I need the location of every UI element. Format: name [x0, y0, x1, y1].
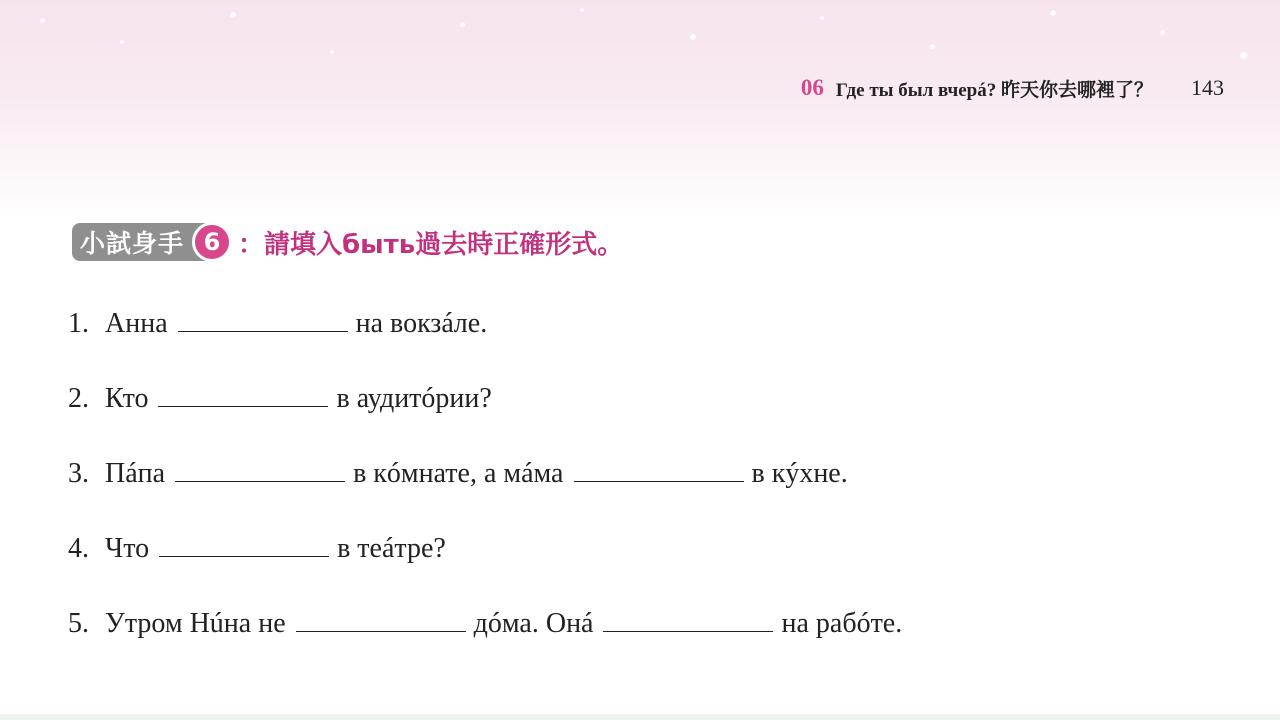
item-number: 3. [68, 458, 89, 489]
answer-blank [175, 453, 345, 482]
chapter-number: 06 [800, 75, 824, 100]
item-text-middle: в кóмнате, а мáма [353, 458, 564, 489]
item-number: 1. [68, 308, 89, 339]
exercise-item [68, 375, 902, 450]
item-number: 2. [68, 383, 89, 414]
sparkle-decoration [690, 34, 696, 40]
sparkle-decoration [330, 50, 334, 54]
chapter-title: Где ты был вчерá? 昨天你去哪裡了？ [835, 79, 1153, 101]
item-number: 5. [68, 608, 89, 639]
exercise-number-badge: 6 [192, 222, 232, 262]
sparkle-decoration [1240, 52, 1247, 59]
sparkle-decoration [1160, 30, 1165, 35]
item-text-before: Анна [105, 308, 168, 339]
decorative-header-band [0, 0, 1280, 220]
exercise-heading [72, 222, 623, 262]
item-text-after: на рабóте. [781, 608, 903, 639]
exercise-instruction: ：請填入быть過去時正確形式。 [238, 229, 624, 260]
answer-blank [159, 528, 329, 557]
exercise-list [68, 300, 902, 675]
running-header [700, 72, 1230, 104]
item-text-before: Что [105, 533, 150, 564]
sparkle-decoration [230, 12, 236, 18]
footer-band [0, 714, 1280, 720]
exercise-tag-label: 小試身手 [80, 229, 185, 258]
item-text-middle: дóма. Онá [473, 608, 594, 639]
answer-blank [158, 378, 328, 407]
sparkle-decoration [580, 8, 584, 12]
sparkle-decoration [120, 40, 124, 44]
exercise-item [68, 450, 902, 525]
item-text-before: Кто [105, 383, 149, 414]
sparkle-decoration [40, 18, 45, 23]
sparkle-decoration [820, 16, 824, 20]
item-text-after: на вокзáле. [355, 308, 488, 339]
answer-blank [178, 303, 348, 332]
item-number: 4. [68, 533, 89, 564]
exercise-item [68, 300, 902, 375]
exercise-tag [72, 223, 221, 261]
item-text-before: Утром Нúна не [105, 608, 286, 639]
exercise-item [68, 525, 902, 600]
answer-blank [574, 453, 744, 482]
answer-blank [603, 603, 773, 632]
item-text-after: в теáтре? [337, 533, 446, 564]
page-number: 143 [1191, 75, 1224, 100]
sparkle-decoration [930, 44, 935, 49]
item-text-after: в аудитóрии? [336, 383, 492, 414]
item-text-after: в кýхне. [751, 458, 848, 489]
answer-blank [296, 603, 466, 632]
exercise-item [68, 600, 902, 675]
item-text-before: Пáпа [105, 458, 166, 489]
sparkle-decoration [1050, 10, 1056, 16]
sparkle-decoration [460, 22, 465, 27]
